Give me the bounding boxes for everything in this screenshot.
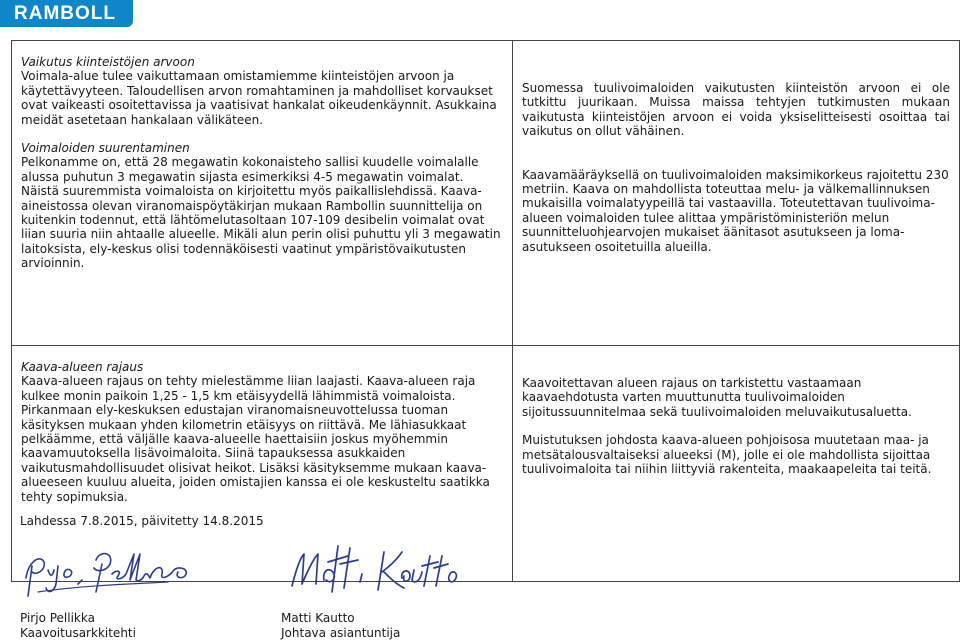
section-heading-turbine-size: Voimaloiden suurentaminen bbox=[21, 141, 190, 156]
response-cell bbox=[513, 346, 960, 582]
response-cell bbox=[513, 41, 960, 346]
signatory-kautto bbox=[281, 611, 400, 641]
document-date: Lahdessa 7.8.2015, päivitetty 14.8.2015 bbox=[20, 514, 264, 528]
response-paragraph: Muistutuksen johdosta kaava-alueen pohjoisosa muutetaan maa- ja metsätalousvaltaiseksi alueeksi (M), jolle ei ole mahdollista sijoittaa tuulivoimaloita tai niihin liittyviä rakenteita, maakaapeleita tai teitä. bbox=[522, 433, 932, 477]
signatory-pellikka bbox=[20, 611, 136, 641]
response-paragraph: Kaavoitettavan alueen rajaus on tarkistettu vastaamaan kaavaehdotusta varten muuttunutta tuulivoimaloiden sijoitussuunnitelmaa sekä tuulivoimaloiden meluvaikutusaluetta. bbox=[522, 376, 912, 419]
signatory-title: Kaavoitusarkkitehti bbox=[20, 626, 136, 640]
comment-cell bbox=[12, 41, 513, 346]
section-heading-property-value: Vaikutus kiinteistöjen arvoon bbox=[21, 55, 195, 69]
signature-kautto-image bbox=[286, 540, 466, 600]
response-table bbox=[11, 40, 960, 582]
comment-paragraph: Voimala-alue tulee vaikuttamaan omistamiemme kiinteistöjen arvoon ja käytettävyyteen. Taloudellisen arvon romahtaminen ja mahdolliset korvaukset ovat vaikeasti osoitettavissa ja vaatisivat hankalat oikeudenkäynnit. Asukkaina meidät asetetaan hankalaan välikäteen. bbox=[21, 69, 497, 127]
response-paragraph: Kaavamääräyksellä on tuulivoimaloiden maksimikorkeus rajoitettu 230 metriin. Kaava on mahdollista toteuttaa melu- ja välkemallinnuksen mukaisilla voimalatyypeillä tai vastaavilla. Toteutettavan tuulivoima-alueen voimaloiden tulee alittaa ympäristöministeriön melun suunnitteluohjearvojen mukaiset äänitasot asutukseen ja loma-asutukseen osoitetuilla alueilla. bbox=[522, 167, 949, 254]
section-heading-plan-boundary: Kaava-alueen rajaus bbox=[21, 360, 144, 374]
comment-paragraph: Pelkonamme on, että 28 megawatin kokonaisteho sallisi kuudelle voimalalle alussa puhutun 3 megawatin sijasta esimerkiksi 4-5 megawatin voimalat. Näistä suuremmista voimaloista on kirjoitettu myös paikallislehdissä. Kaava-aineistossa olevan viranomaispöytäkirjan mukaan Rambollin suunnittelija on kuitenkin todennut, että lähtömelutasoltaan 107-109 desibelin voimalat ovat liian suuria niin ahtaalle alueelle. Mikäli alun perin olisi puhuttu yli 3 megawatin laitoksista, ely-keskus olisi todennäköisesti vaatinut ympäristövaikutusten arvioinnin. bbox=[21, 155, 501, 271]
table-row bbox=[12, 41, 960, 346]
signatory-name: Pirjo Pellikka bbox=[20, 611, 95, 625]
logo-text: RAMBOLL bbox=[14, 2, 116, 24]
signatory-name: Matti Kautto bbox=[281, 611, 355, 625]
response-paragraph: Suomessa tuulivoimaloiden vaikutusten kiinteistön arvoon ei ole tutkittu juurikaan. Muissa maissa tehtyjen tutkimusten mukaan vaikutusta kiinteistöjen arvoon ei voida yksiselitteisesti osoittaa tai vaikutus on ollut vähäinen. bbox=[522, 81, 950, 139]
comment-paragraph: Kaava-alueen rajaus on tehty mielestämme liian laajasti. Kaava-alueen raja kulkee monin paikoin 1,25 - 1,5 km etäisyydellä lähimmistä voimaloista. Pirkanmaan ely-keskuksen edustajan viranomaisneuvottelussa tuoman käsityksen mukaan yhden kilometrin etäisyys on riittävä. Me lähiasukkaat pelkäämme, että väljälle kaava-alueelle haettaisiin joskus myöhemmin kaavamuutoksella lisävoimaloita. Siinä tapauksessa asukkaiden vaikutusmahdollisuudet olisivat heikot. Lisäksi käsityksemme mukaan kaava-alueeseen kuuluu alueita, joiden omistajien kanssa ei ole keskusteltu saatikka tehty sopimuksia. bbox=[21, 374, 490, 504]
ramboll-logo bbox=[0, 0, 133, 27]
signatory-title: Johtava asiantuntija bbox=[281, 626, 401, 640]
signature-pellikka-image bbox=[18, 540, 208, 600]
